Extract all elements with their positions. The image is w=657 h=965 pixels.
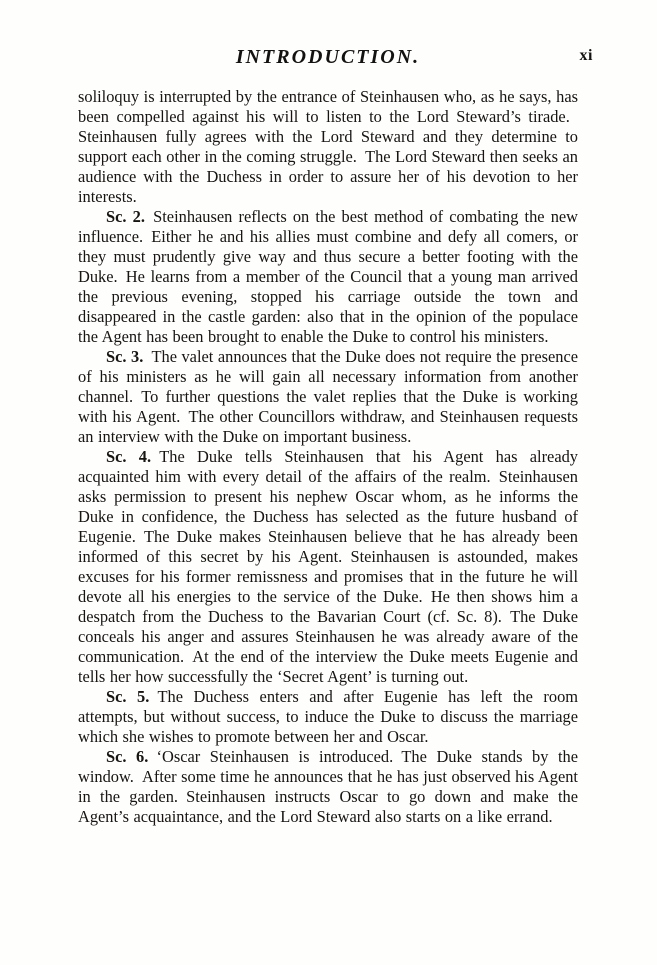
scene-label: Sc. 6.	[106, 747, 149, 766]
running-head-title: INTRODUCTION.	[235, 46, 421, 68]
scene-label: Sc. 4.	[106, 447, 152, 466]
scene-label: Sc. 2.	[106, 207, 145, 226]
paragraph-text: ‘Oscar Steinhausen is introduced. The Duke stands by the window. After some time he announces that he has just observed his Agent in the garden. Steinhausen instructs Oscar to go down and make the Agent’s acquaintance, and the Lord Steward also starts on a like errand.	[78, 747, 579, 826]
paragraph-text: The Duke tells Steinhausen that his Agent has already acquainted him with every detail of the affairs of the realm. Steinhausen asks permission to present his nephew Oscar whom, as he informs the Duke in confidence, the Duchess has selected as the future husband of Eugenie. The Duke makes Steinhausen believe that he has already been informed of this secret by his Agent. Steinhausen is astounded, makes excuses for his former remissness and promises that in the future he will devote all his energies to the service of the Duke. He then shows him a despatch from the Duchess to the Bavarian Court (cf. Sc. 8). The Duke conceals his anger and assures Steinhausen he was already aware of the communication. At the end of the interview the Duke meets Eugenie and tells her how successfully the ‘Secret Agent’ is turning out.	[78, 447, 579, 686]
body-text	[78, 87, 578, 827]
paragraph-text: soliloquy is interrupted by the entrance of Steinhausen who, as he says, has been compelled against his will to listen to the Lord Steward’s tirade. Steinhausen fully agrees with the Lord Steward and they determine to support each other in the coming struggle. The Lord Steward then seeks an audience with the Duchess in order to assure her of his devotion to her interests.	[78, 87, 578, 206]
paragraph-sc-5	[78, 687, 578, 747]
paragraph-sc-2	[78, 207, 578, 347]
paragraph-text: Steinhausen reflects on the best method of combating the new influence. Either he and his allies must combine and defy all comers, or they must prudently give way and thus secure a better footing with the Duke. He learns from a member of the Council that a young man arrived the previous evening, stopped his carriage outside the town and disappeared in the castle garden: also that in the opinion of the populace the Agent has been brought to enable the Duke to control his ministers.	[78, 207, 579, 346]
scene-label: Sc. 3.	[106, 347, 144, 366]
running-head	[78, 46, 578, 72]
paragraph-text: The Duchess enters and after Eugenie has left the room attempts, but without success, to induce the Duke to discuss the marriage which she wishes to promote between her and Oscar.	[78, 687, 579, 746]
scene-label: Sc. 5.	[106, 687, 150, 706]
paragraph-sc-3	[78, 347, 578, 447]
paragraph-sc-4	[78, 447, 578, 687]
paragraph-sc-6	[78, 747, 578, 827]
paragraph-text: The valet announces that the Duke does not require the presence of his ministers as he will gain all necessary information from another channel. To further questions the valet replies that the Duke is working with his Agent. The other Councillors withdraw, and Steinhausen requests an interview with the Duke on important business.	[78, 347, 578, 446]
paragraph-continuation	[78, 87, 578, 207]
page-number: xi	[579, 47, 593, 64]
